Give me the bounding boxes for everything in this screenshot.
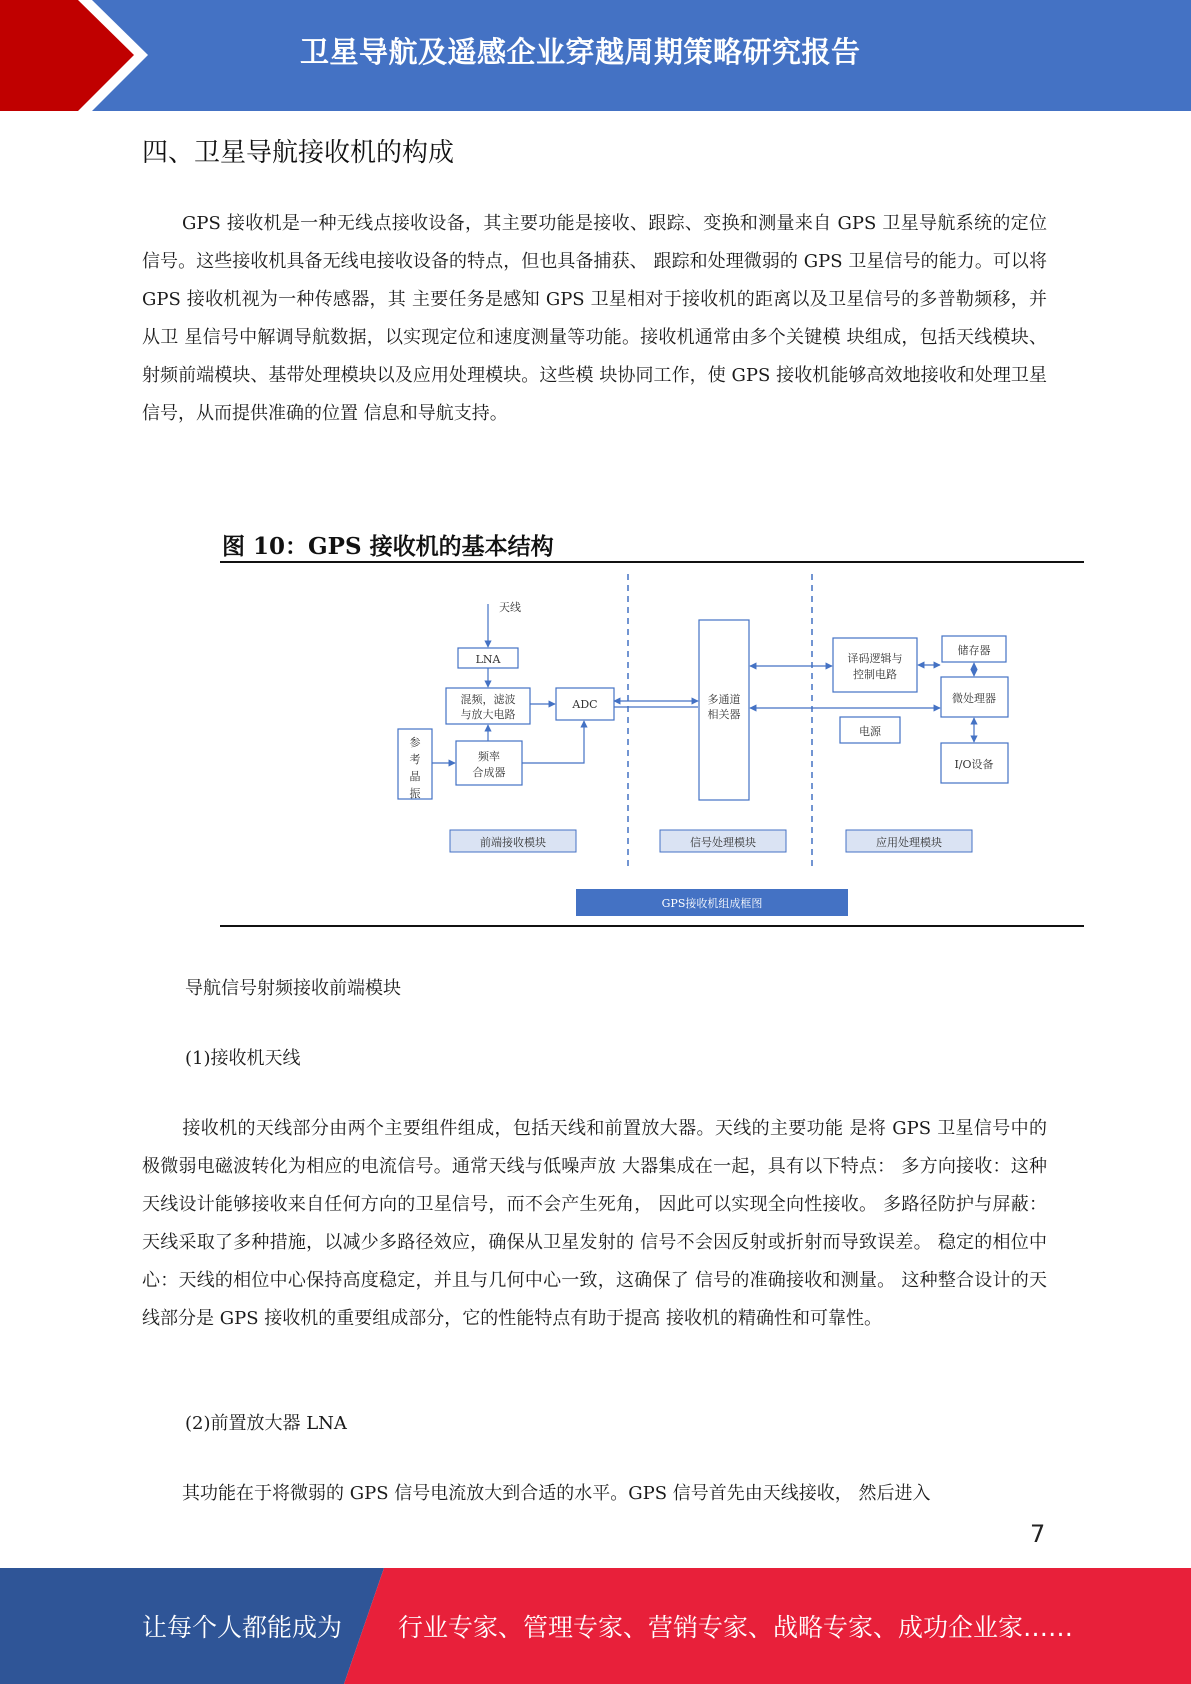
intro-paragraph-text: GPS 接收机是一种无线点接收设备，其主要功能是接收、跟踪、变换和测量来自 GPS 卫星导航系统的定位信号。这些接收机具备无线电接收设备的特点，但也具备捕获、 跟踪和处理微弱的 GPS 卫星信号的能力。可以将 GPS 接收机视为一种传感器，其 主要任务是感知 GPS 卫星相对于接收机的距离以及卫星信号的多普勒频移，并从卫 星信号中解调导航数据，以实现定位和速度测量等功能。接收机通常由多个关键模 块组成，包括天线模块、射频前端模块、基带处理模块以及应用处理模块。这些模 块协同工作，使 GPS 接收机能够高效地接收和处理卫星信号，从而提供准确的位置 信息和导航支持。 xyxy=(142,213,1047,424)
antenna-label: 天线 xyxy=(499,601,521,614)
mixer-label-1: 混频，滤波 xyxy=(460,693,516,706)
ref-osc-char-1: 参 xyxy=(409,736,421,749)
decode-label-2: 控制电路 xyxy=(853,668,897,681)
storage-label: 储存器 xyxy=(957,644,991,657)
page-number: 7 xyxy=(1030,1520,1046,1548)
decode-label-1: 译码逻辑与 xyxy=(847,652,903,665)
mixer-label-2: 与放大电路 xyxy=(460,708,516,721)
page-header xyxy=(0,0,1191,111)
item2-paragraph xyxy=(142,1475,1047,1513)
footer-slogan-left: 让每个人都能成为 xyxy=(142,1613,343,1642)
intro-paragraph xyxy=(142,205,1047,433)
synth-label-1: 频率 xyxy=(478,750,500,763)
report-title: 卫星导航及遥感企业穿越周期策略研究报告 xyxy=(300,35,861,69)
figure-bottom-rule xyxy=(220,925,1084,927)
module-app-label: 应用处理模块 xyxy=(876,836,942,849)
adc-label: ADC xyxy=(572,698,598,711)
item1-title: (1)接收机天线 xyxy=(185,1048,301,1069)
mcu-label: 微处理器 xyxy=(952,692,996,705)
module-front-label: 前端接收模块 xyxy=(480,836,546,849)
caption-bar-label: GPS接收机组成框图 xyxy=(661,897,763,910)
item2-paragraph-text: 其功能在于将微弱的 GPS 信号电流放大到合适的水平。GPS 信号首先由天线接收， 然后进入 xyxy=(182,1483,931,1504)
io-label: I/O设备 xyxy=(954,758,994,771)
correlator-label-2: 相关器 xyxy=(707,708,741,721)
ref-osc-char-4: 振 xyxy=(409,787,421,800)
power-label: 电源 xyxy=(859,725,881,738)
figure-title: 图 10：GPS 接收机的基本结构 xyxy=(222,533,554,560)
item2-title: (2)前置放大器 LNA xyxy=(185,1413,347,1434)
ref-osc-char-3: 晶 xyxy=(409,770,421,783)
ref-osc-char-2: 考 xyxy=(409,753,421,766)
lna-label: LNA xyxy=(475,653,501,666)
figure-top-rule xyxy=(220,561,1084,563)
gps-receiver-diagram xyxy=(220,566,1084,924)
footer-slogan-right: 行业专家、管理专家、营销专家、战略专家、成功企业家…… xyxy=(398,1613,1074,1642)
synth-label-2: 合成器 xyxy=(472,766,506,779)
header-chevron-icon xyxy=(0,0,160,111)
rf-frontend-subheading: 导航信号射频接收前端模块 xyxy=(185,978,401,999)
item1-paragraph xyxy=(142,1110,1047,1338)
item1-paragraph-text: 接收机的天线部分由两个主要组件组成，包括天线和前置放大器。天线的主要功能 是将 GPS 卫星信号中的极微弱电磁波转化为相应的电流信号。通常天线与低噪声放 大器集成在一起，具有以下特点： 多方向接收：这种天线设计能够接收来自任何方向的卫星信号，而不会产生死角， 因此可以实现全向性接收。 多路径防护与屏蔽：天线采取了多种措施，以减少多路径效应，确保从卫星发射的 信号不会因反射或折射而导致误差。 稳定的相位中心：天线的相位中心保持高度稳定，并且与几何中心一致，这确保了 信号的准确接收和测量。 这种整合设计的天线部分是 GPS 接收机的重要组成部分，它的性能特点有助于提高 接收机的精确性和可靠性。 xyxy=(142,1118,1047,1329)
correlator-label-1: 多通道 xyxy=(707,693,741,706)
decode-box xyxy=(833,638,917,692)
page-footer xyxy=(0,1568,1191,1684)
section-heading: 四、卫星导航接收机的构成 xyxy=(142,138,455,168)
module-signal-label: 信号处理模块 xyxy=(690,836,756,849)
